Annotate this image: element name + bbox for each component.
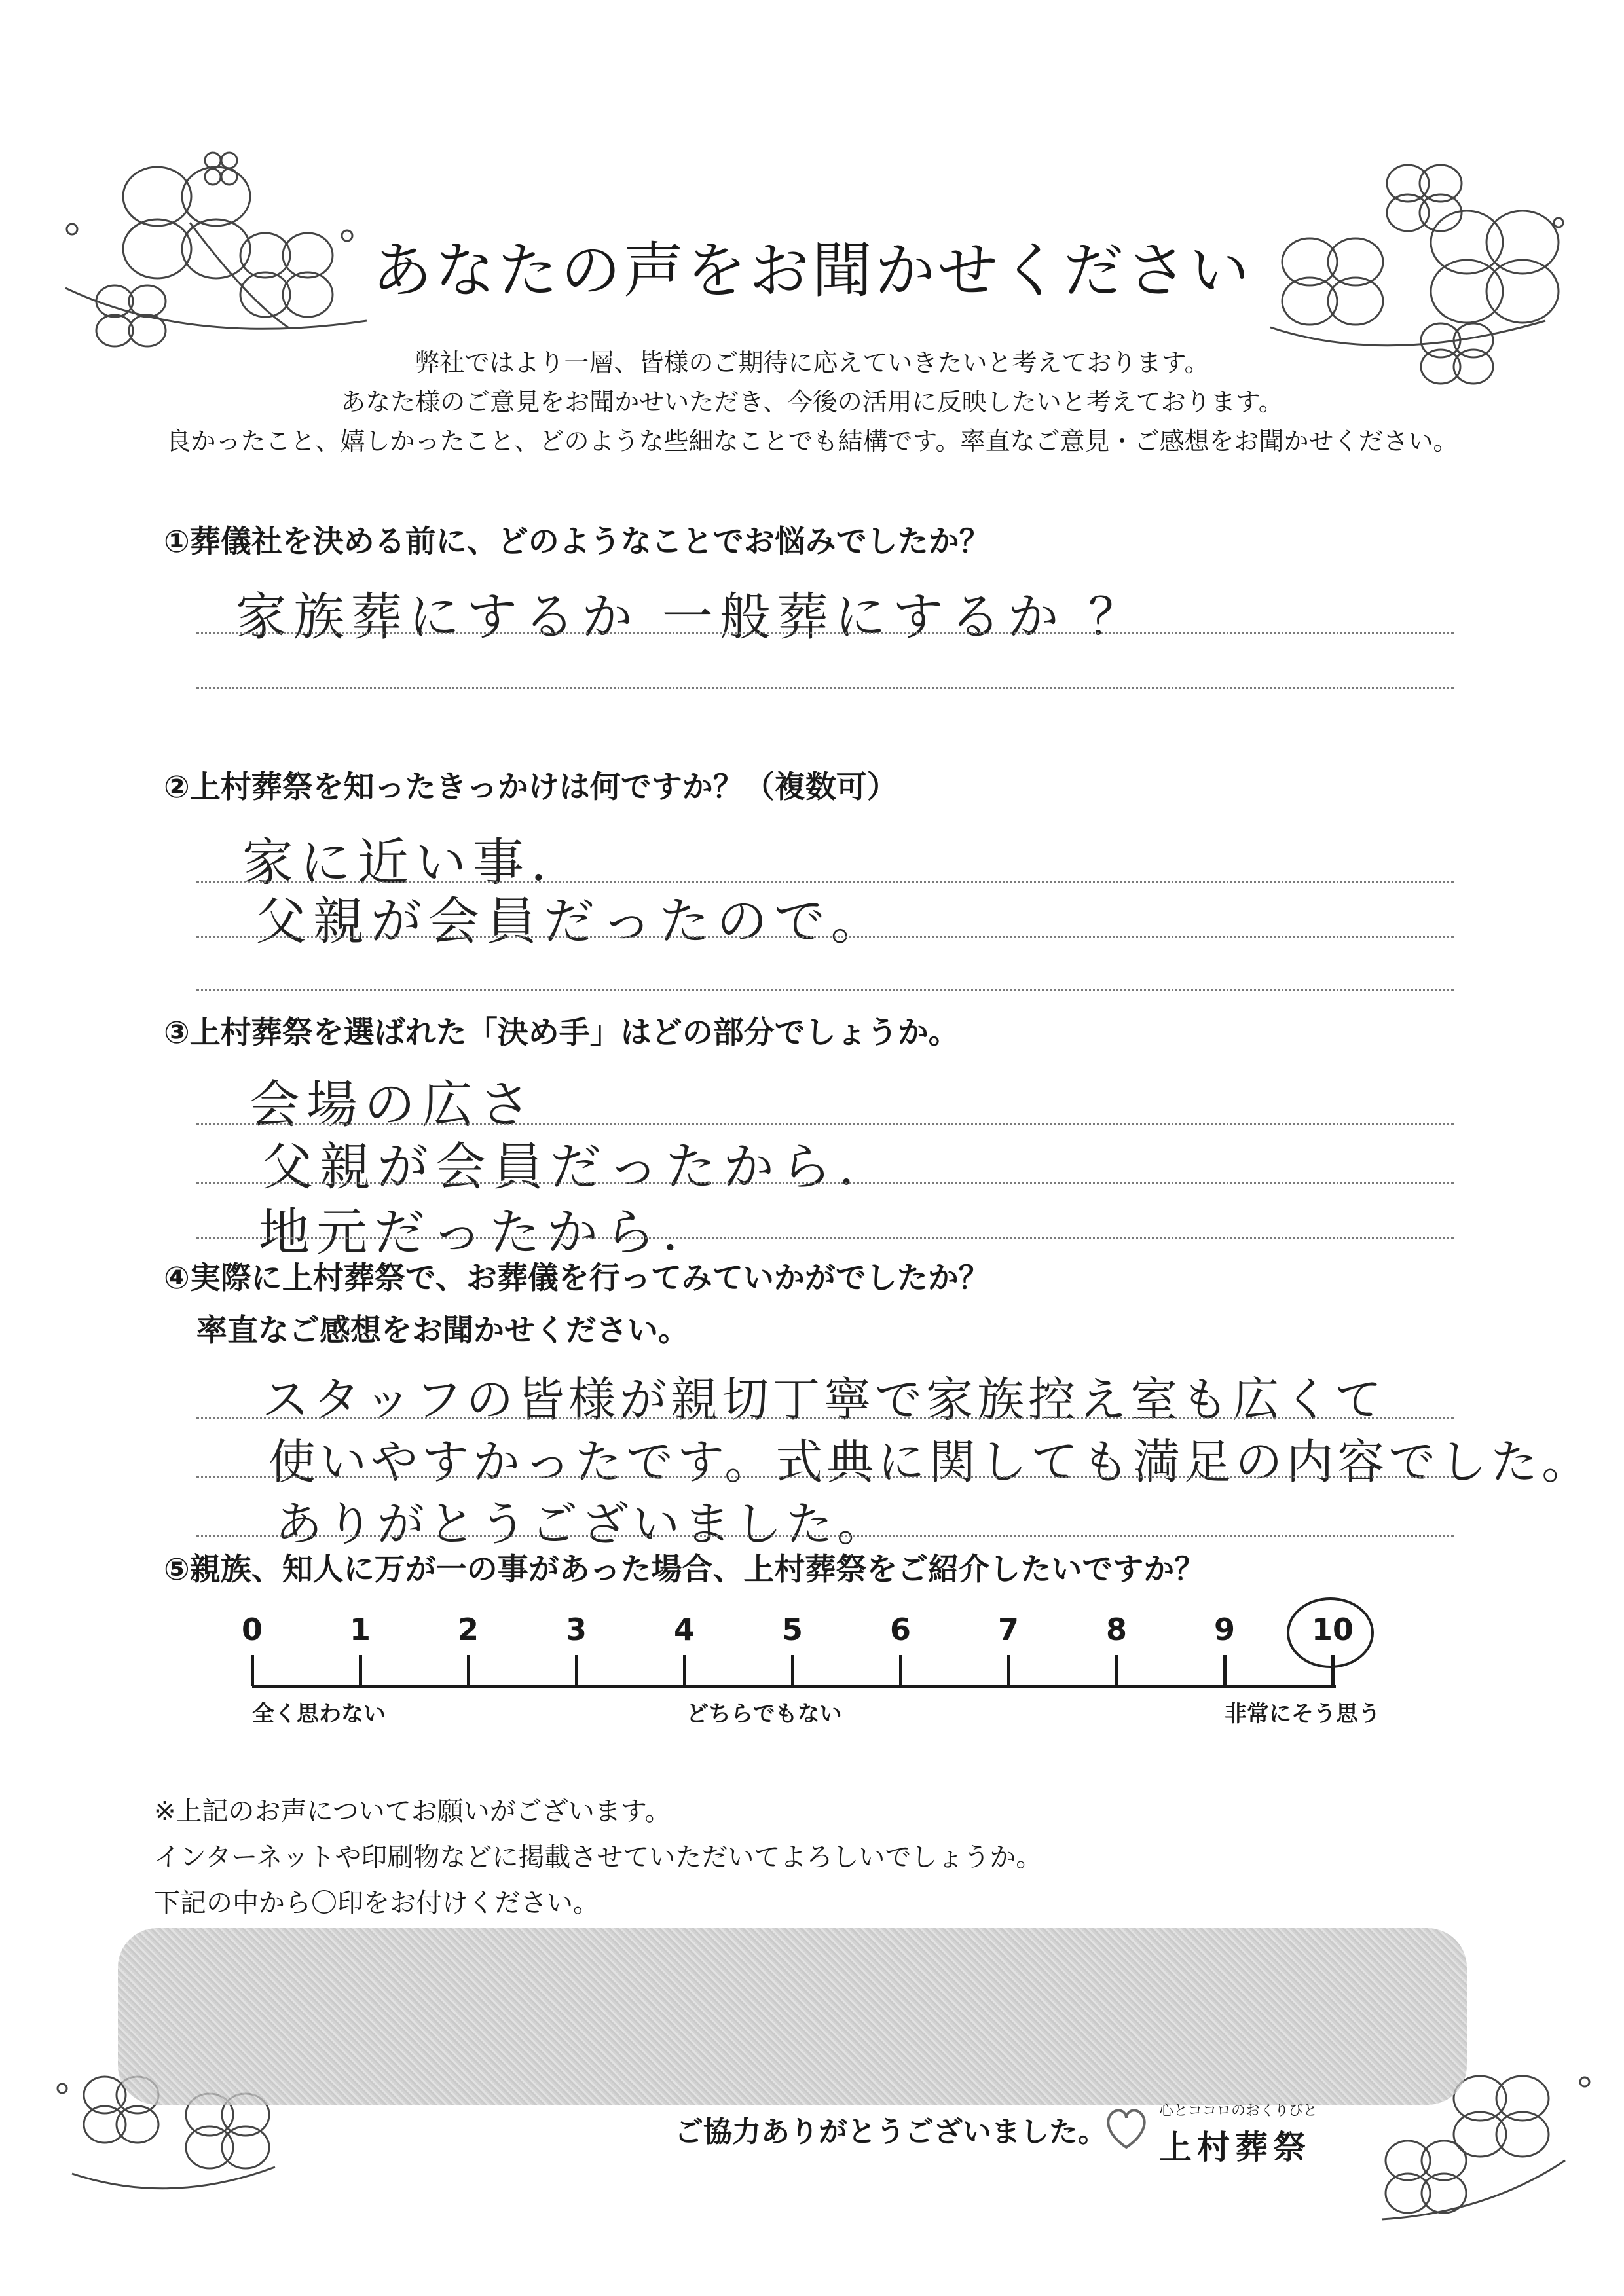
question-2-label: ②上村葬祭を知ったきっかけは何ですか？（複数可） (164, 769, 898, 805)
page-title: あなたの声をお聞かせください (371, 236, 1252, 306)
rating-tick-label: 3 (565, 1612, 587, 1647)
rating-tick (359, 1655, 362, 1686)
rating-tick (1223, 1655, 1227, 1686)
answer-line-rule (196, 1535, 1454, 1537)
rating-label-low: 全く思わない (252, 1701, 386, 1727)
answer-line-rule (196, 936, 1454, 938)
rating-tick-label: 7 (997, 1612, 1019, 1647)
rating-tick (899, 1655, 902, 1686)
answer-line-rule (196, 1417, 1454, 1419)
answer-line-rule (196, 632, 1454, 634)
rating-tick (683, 1655, 686, 1686)
question-2-answer-line-1: 家に近い事. (242, 833, 553, 892)
answer-line-rule (196, 1237, 1454, 1239)
rating-tick-label: 4 (673, 1612, 695, 1647)
question-2-answer-line-2: 父親が会員だったので。 (255, 892, 889, 951)
note-line-3: 下記の中から〇印をお付けください。 (154, 1888, 599, 1918)
question-4-label: ④実際に上村葬祭で、お葬儀を行ってみていかがでしたか？ (164, 1260, 989, 1296)
question-3-answer-line-3: 地元だったから. (259, 1203, 685, 1262)
rating-tick-label: 6 (889, 1612, 911, 1647)
intro-line-2: あなた様のご意見をお聞かせいただき、今後の活用に反映したいと考えております。 (341, 388, 1283, 416)
rating-tick-label: 1 (349, 1612, 371, 1647)
answer-line-rule (196, 1476, 1454, 1478)
question-4-sublabel: 率直なご感想をお聞かせください。 (196, 1313, 689, 1349)
question-4-answer-line-1: スタッフの皆様が親切丁寧で家族控え室も広くて (262, 1372, 1386, 1427)
rating-tick-label: 0 (241, 1612, 263, 1647)
rating-tick (1007, 1655, 1010, 1686)
rating-tick (791, 1655, 794, 1686)
question-3-answer-line-2: 父親が会員だったから. (262, 1138, 861, 1197)
answer-line-rule (196, 1123, 1454, 1125)
note-line-1: ※上記のお声についてお願いがございます。 (154, 1796, 671, 1827)
rating-tick-label: 5 (781, 1612, 803, 1647)
redacted-area (118, 1928, 1467, 2105)
rating-label-mid: どちらでもない (686, 1701, 842, 1727)
selected-rating-circle (1287, 1597, 1374, 1668)
question-1-label: ①葬儀社を決める前に、どのようなことでお悩みでしたか？ (164, 524, 990, 560)
rating-tick-label: 8 (1105, 1612, 1127, 1647)
note-line-2: インターネットや印刷物などに掲載させていただいてよろしいでしょうか。 (154, 1842, 1043, 1872)
heart-logo-icon (1100, 2102, 1153, 2154)
rating-label-high: 非常にそう思う (1225, 1701, 1380, 1727)
intro-line-3: 良かったこと、嬉しかったこと、どのような些細なことでも結構です。率直なご意見・ご感想をお聞かせください。 (166, 427, 1458, 456)
answer-line-rule (196, 881, 1454, 883)
rating-tick (467, 1655, 470, 1686)
answer-line-rule (196, 1182, 1454, 1184)
question-3-answer-line-1: 会場の広さ (249, 1076, 538, 1135)
logo-tagline: 心とココロのおくりびと (1159, 2103, 1318, 2119)
question-4-answer-line-2: 使いやすかったです。式典に関しても満足の内容でした。 (268, 1434, 1593, 1489)
answer-line-rule (196, 687, 1454, 689)
question-4-answer-line-3: ありがとうございました。 (275, 1497, 889, 1552)
closing-message: ご協力ありがとうございました。 (674, 2115, 1107, 2149)
rating-tick-label: 9 (1213, 1612, 1235, 1647)
question-5-label: ⑤親族、知人に万が一の事があった場合、上村葬祭をご紹介したいですか？ (164, 1552, 1206, 1588)
question-3-label: ③上村葬祭を選ばれた「決め手」はどの部分でしょうか。 (164, 1015, 959, 1051)
rating-tick (575, 1655, 578, 1686)
rating-tick-label: 2 (457, 1612, 479, 1647)
intro-line-1: 弊社ではより一層、皆様のご期待に応えていきたいと考えております。 (415, 348, 1209, 377)
rating-tick (251, 1655, 254, 1686)
rating-tick-label: 10 (1311, 1612, 1354, 1647)
rating-tick (1115, 1655, 1118, 1686)
question-1-answer-line-1: 家族葬にするか 一般葬にするか ？ (236, 588, 1146, 647)
answer-line-rule (196, 989, 1454, 991)
logo-name: 上村葬祭 (1159, 2128, 1311, 2166)
